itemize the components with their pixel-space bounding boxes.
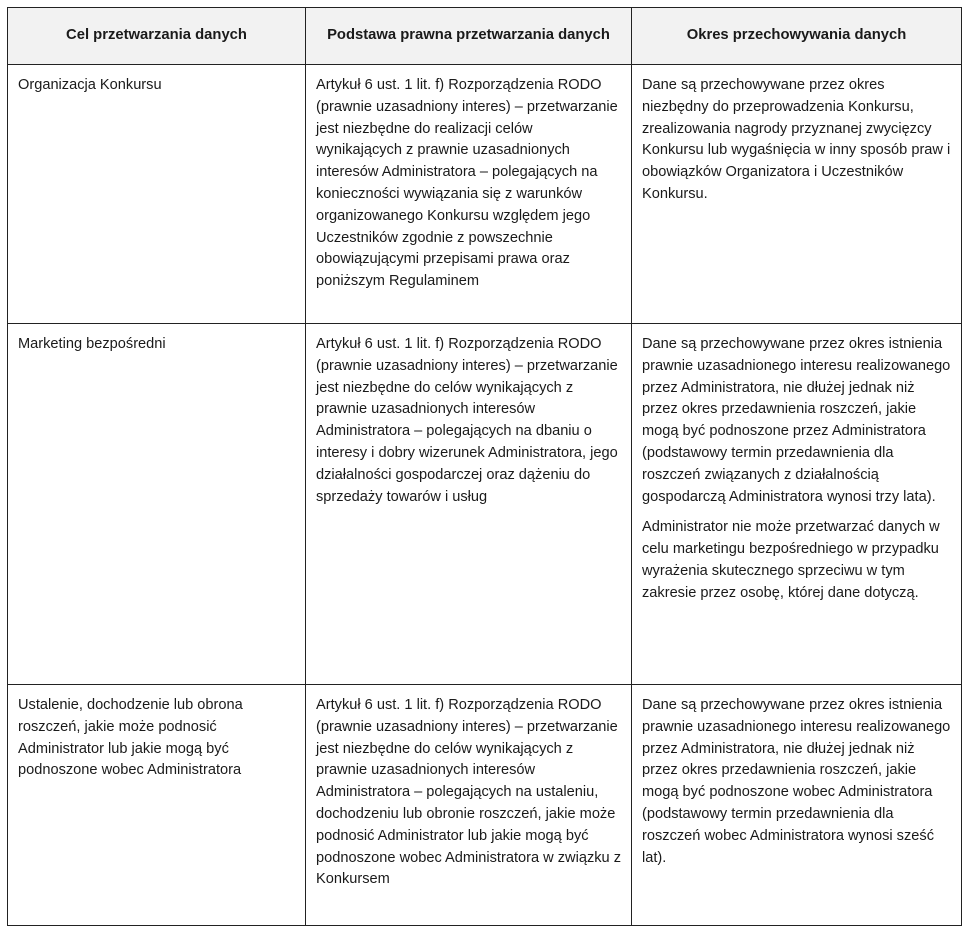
header-retention: Okres przechowywania danych [632,8,962,65]
table-row [8,324,962,685]
cell-purpose: Organizacja Konkursu [8,65,306,324]
header-legal-basis: Podstawa prawna przetwarzania danych [306,8,632,65]
retention-paragraph: Dane są przechowywane przez okres istnienia prawnie uzasadnionego interesu realizowanego przez Administratora, nie dłużej jednak niż przez okres przedawnienia roszczeń, jakie mogą być podnoszone przez Administratora (podstawowy termin przedawnienia dla roszczeń związanych z działalnością gospodarczą Administratora wynosi trzy lata). [642,336,951,505]
cell-legal-basis: Artykuł 6 ust. 1 lit. f) Rozporządzenia RODO (prawnie uzasadniony interes) – przetwarzanie jest niezbędne do celów wynikających z prawnie uzasadnionych interesów Administratora – polegających na dbaniu o interesy i dobry wizerunek Administratora, jego działalności gospodarczej oraz dążeniu do sprzedaży towarów i usług [306,324,632,685]
retention-paragraph: Administrator nie może przetwarzać danych w celu marketingu bezpośredniego w przypadku wyrażenia skutecznego sprzeciwu w tym zakresie przez osobę, której dane dotyczą. [642,519,940,601]
header-purpose: Cel przetwarzania danych [8,8,306,65]
data-processing-table [7,7,962,926]
cell-retention [632,324,962,685]
retention-paragraph: Dane są przechowywane przez okres niezbędny do przeprowadzenia Konkursu, zrealizowania nagrody przyznanej zwycięzcy Konkursu lub wygaśnięcia w inny sposób praw i obowiązków Organizatora i Uczestników Konkursu. [642,77,951,202]
table-header-row [8,8,962,65]
cell-purpose: Ustalenie, dochodzenie lub obrona roszczeń, jakie może podnosić Administrator lub jakie mogą być podnoszone wobec Administratora [8,685,306,926]
table-row [8,65,962,324]
cell-purpose: Marketing bezpośredni [8,324,306,685]
table-row [8,685,962,926]
cell-retention [632,685,962,926]
retention-paragraph: Dane są przechowywane przez okres istnienia prawnie uzasadnionego interesu realizowanego przez Administratora, nie dłużej jednak niż przez okres przedawnienia roszczeń, jakie mogą być podnoszone wobec Administratora (podstawowy termin przedawnienia dla roszczeń wobec Administratora wynosi sześć lat). [642,697,951,866]
data-processing-table-container [7,7,962,926]
cell-legal-basis: Artykuł 6 ust. 1 lit. f) Rozporządzenia RODO (prawnie uzasadniony interes) – przetwarzanie jest niezbędne do realizacji celów wynikających z prawnie uzasadnionych interesów Administratora – polegających na konieczności wywiązania się z warunków organizowanego Konkursu względem jego Uczestników zgodnie z powszechnie obowiązującymi przepisami prawa oraz poniższym Regulaminem [306,65,632,324]
cell-legal-basis: Artykuł 6 ust. 1 lit. f) Rozporządzenia RODO (prawnie uzasadniony interes) – przetwarzanie jest niezbędne do celów wynikających z prawnie uzasadnionych interesów Administratora – polegających na ustaleniu, dochodzeniu lub obronie roszczeń, jakie może podnosić Administrator lub jakie mogą być podnoszone wobec Administratora w związku z Konkursem [306,685,632,926]
cell-retention [632,65,962,324]
